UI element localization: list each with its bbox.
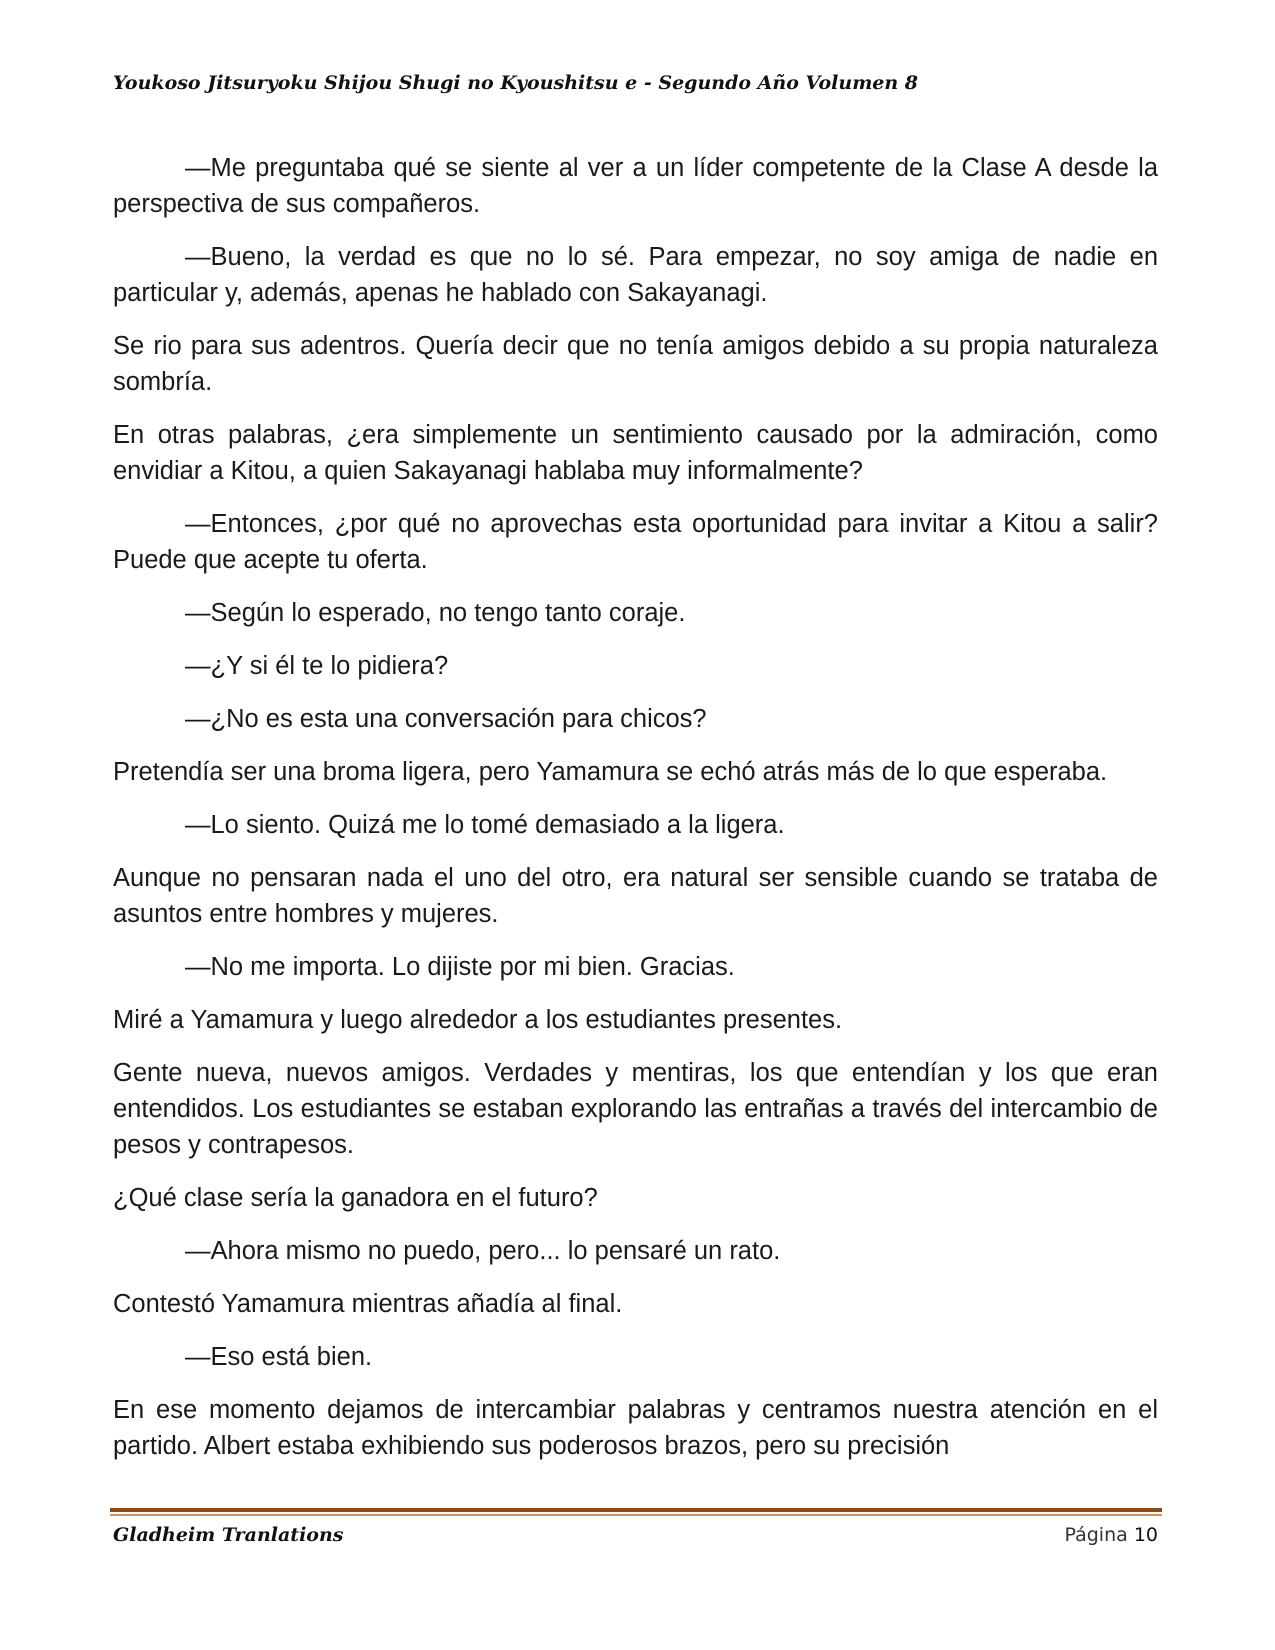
footer-divider xyxy=(110,1508,1162,1512)
paragraph: —Bueno, la verdad es que no lo sé. Para empezar, no soy amiga de nadie en particular y, además, apenas he hablado con Sakayanagi. xyxy=(113,243,1158,307)
paragraph: Contestó Yamamura mientras añadía al final. xyxy=(113,1290,623,1318)
footer-divider-thin xyxy=(110,1514,1162,1516)
paragraph: —Eso está bien. xyxy=(185,1343,373,1371)
paragraph: —Me preguntaba qué se siente al ver a un líder competente de la Clase A desde la perspectiva de sus compañeros. xyxy=(113,154,1158,218)
paragraph: —¿Y si él te lo pidiera? xyxy=(185,652,449,680)
footer-translator: Gladheim Tranlations xyxy=(113,1524,344,1546)
paragraph: —Según lo esperado, no tengo tanto coraje. xyxy=(185,599,686,627)
page-number-value: 10 xyxy=(1133,1524,1158,1546)
paragraph: En otras palabras, ¿era simplemente un sentimiento causado por la admiración, como envidiar a Kitou, a quien Sakayanagi hablaba muy informalmente? xyxy=(113,421,1158,485)
paragraph: —¿No es esta una conversación para chicos? xyxy=(185,705,707,733)
paragraph: —Lo siento. Quizá me lo tomé demasiado a la ligera. xyxy=(185,811,785,839)
paragraph: —No me importa. Lo dijiste por mi bien. Gracias. xyxy=(185,953,735,981)
page-number xyxy=(1064,1524,1158,1546)
paragraph: Miré a Yamamura y luego alrededor a los estudiantes presentes. xyxy=(113,1006,843,1034)
paragraph: Gente nueva, nuevos amigos. Verdades y mentiras, los que entendían y los que eran entendidos. Los estudiantes se estaban explorando las entrañas a través del intercambio de pesos y contrapesos. xyxy=(113,1059,1158,1159)
chapter-body xyxy=(113,150,1158,1481)
paragraph: Se rio para sus adentros. Quería decir que no tenía amigos debido a su propia naturaleza sombría. xyxy=(113,332,1158,396)
paragraph: ¿Qué clase sería la ganadora en el futuro? xyxy=(113,1184,598,1212)
paragraph: —Entonces, ¿por qué no aprovechas esta oportunidad para invitar a Kitou a salir? Puede que acepte tu oferta. xyxy=(113,510,1158,574)
page-label: Página xyxy=(1064,1524,1128,1546)
paragraph: Pretendía ser una broma ligera, pero Yamamura se echó atrás más de lo que esperaba. xyxy=(113,758,1108,786)
paragraph: Aunque no pensaran nada el uno del otro, era natural ser sensible cuando se trataba de asuntos entre hombres y mujeres. xyxy=(113,864,1158,928)
paragraph: —Ahora mismo no puedo, pero... lo pensaré un rato. xyxy=(185,1237,781,1265)
paragraph: En ese momento dejamos de intercambiar palabras y centramos nuestra atención en el partido. Albert estaba exhibiendo sus poderosos brazos, pero su precisión xyxy=(113,1396,1158,1460)
page-header-title: Youkoso Jitsuryoku Shijou Shugi no Kyoushitsu e - Segundo Año Volumen 8 xyxy=(113,72,919,94)
